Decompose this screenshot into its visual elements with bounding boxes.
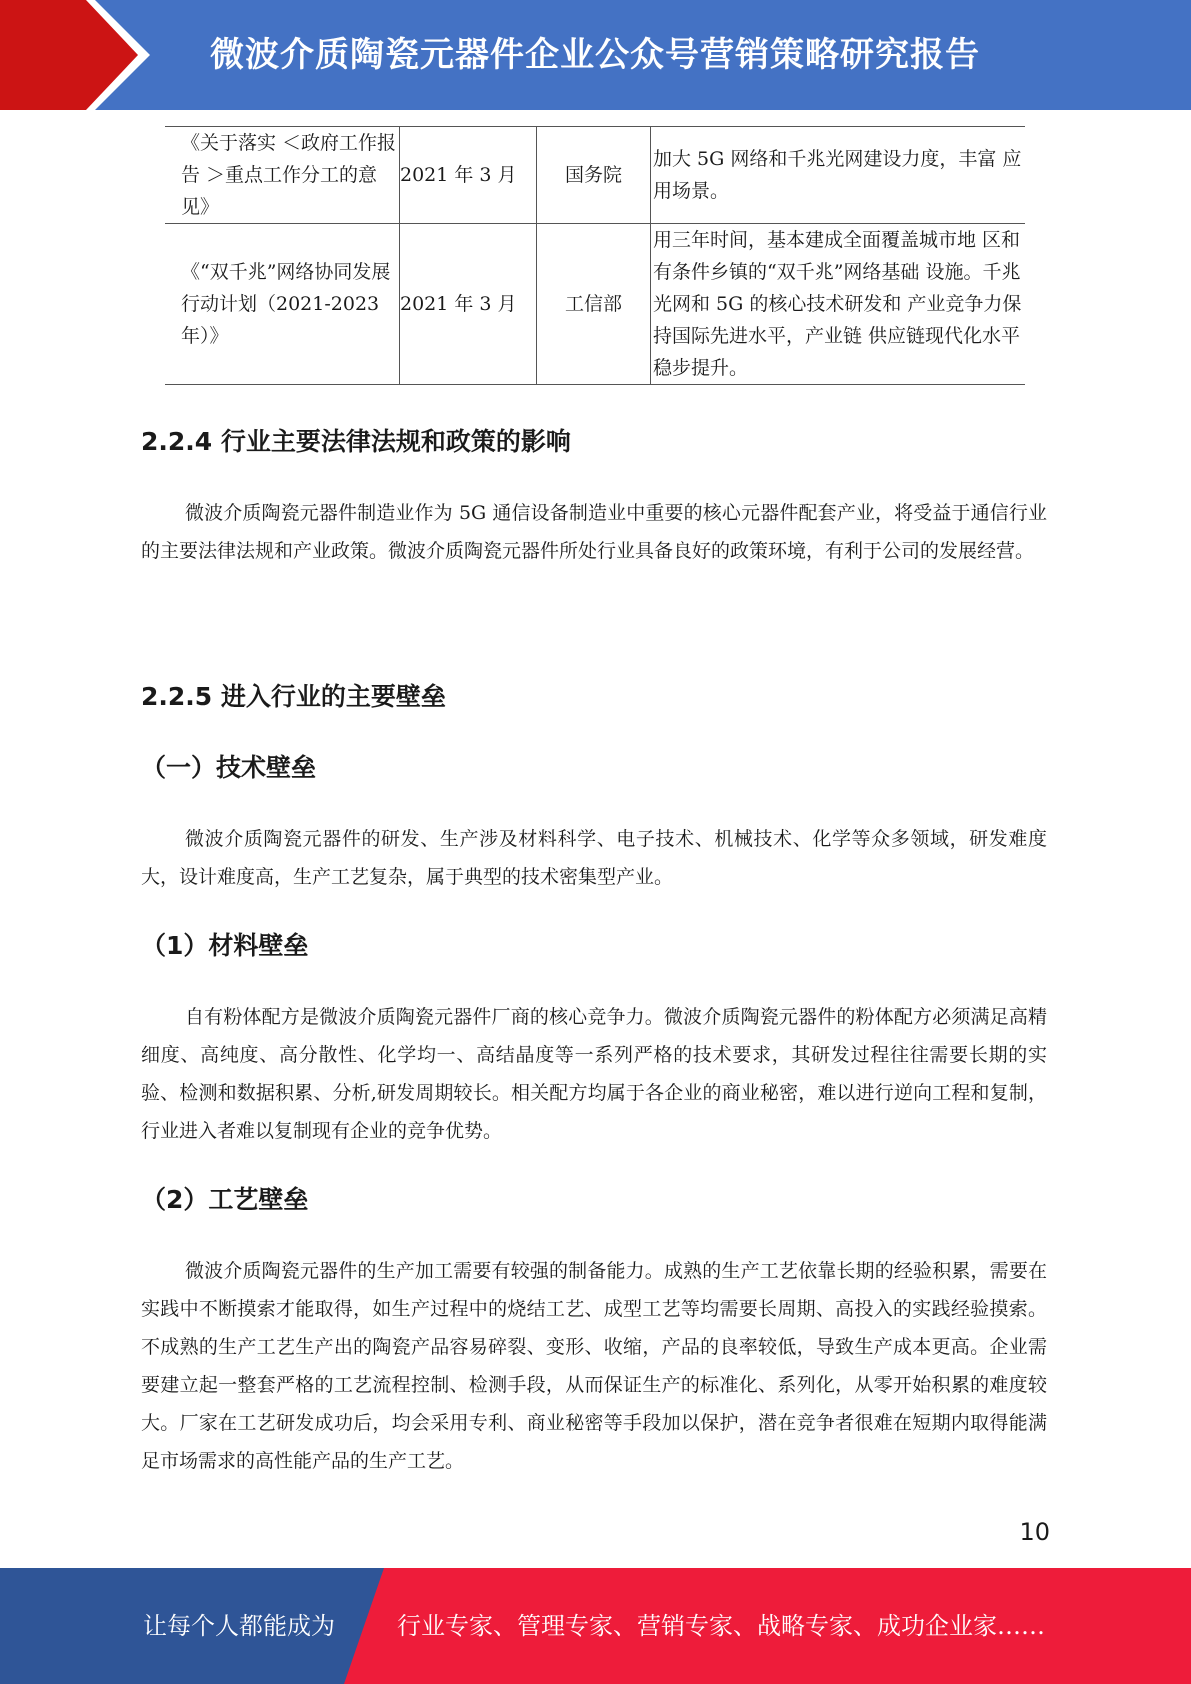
subsection-heading-tech-barrier: （一）技术壁垒 — [141, 753, 317, 782]
process-barrier-paragraph: 微波介质陶瓷元器件的生产加工需要有较强的制备能力。成熟的生产工艺依靠长期的经验积累，需要在实践中不断摸索才能取得，如生产过程中的烧结工艺、成型工艺等均需要长周期、高投入的实践经验摸索。不成熟的生产工艺生产出的陶瓷产品容易碎裂、变形、收缩，产品的良率较低，导致生产成本更高。企业需要建立起一整套严格的工艺流程控制、检测手段，从而保证生产的标准化、系列化，从零开始积累的难度较大。厂家在工艺研发成功后，均会采用专利、商业秘密等手段加以保护，潜在竞争者很难在短期内取得能满足市场需求的高性能产品的生产工艺。 — [141, 1260, 1047, 1472]
policy-table — [165, 126, 1025, 385]
header-arrow-decoration — [0, 0, 150, 110]
policy-content-cell: 加大 5G 网络和千兆光网建设力度，丰富 应用场景。 — [651, 127, 1026, 224]
section-heading-2-2-4: 2.2.4 行业主要法律法规和政策的影响 — [141, 427, 571, 456]
table-row — [165, 127, 1025, 224]
subsection-heading-process-barrier: （2）工艺壁垒 — [141, 1185, 309, 1214]
section-heading-2-2-5: 2.2.5 进入行业的主要壁垒 — [141, 682, 446, 711]
footer-slogan-right: 行业专家、管理专家、营销专家、战略专家、成功企业家…… — [397, 1612, 1045, 1640]
policy-org-cell: 工信部 — [537, 224, 651, 385]
policy-date-cell: 2021 年 3 月 — [400, 224, 537, 385]
footer-slogan-left: 让每个人都能成为 — [143, 1612, 335, 1640]
report-title: 微波介质陶瓷元器件企业公众号营销策略研究报告 — [210, 35, 980, 75]
material-barrier-paragraph: 自有粉体配方是微波介质陶瓷元器件厂商的核心竞争力。微波介质陶瓷元器件的粉体配方必须满足高精细度、高纯度、高分散性、化学均一、高结晶度等一系列严格的技术要求，其研发过程往往需要长期的实验、检测和数据积累、分析,研发周期较长。相关配方均属于各企业的商业秘密，难以进行逆向工程和复制，行业进入者难以复制现有企业的竞争优势。 — [141, 1006, 1047, 1142]
section-2-2-4-paragraph: 微波介质陶瓷元器件制造业作为 5G 通信设备制造业中重要的核心元器件配套产业，将受益于通信行业的主要法律法规和产业政策。微波介质陶瓷元器件所处行业具备良好的政策环境，有利于公司的发展经营。 — [141, 502, 1047, 562]
policy-content-cell: 用三年时间，基本建成全面覆盖城市地 区和有条件乡镇的“双千兆”网络基础 设施。千兆光网和 5G 的核心技术研发和 产业竞争力保持国际先进水平，产业链 供应链现代化水平稳步提升。 — [651, 224, 1026, 385]
page-number: 10 — [1019, 1518, 1050, 1546]
subsection-heading-material-barrier: （1）材料壁垒 — [141, 931, 309, 960]
policy-name-cell: 《关于落实 ＜政府工作报告 ＞重点工作分工的意见》 — [165, 127, 400, 224]
policy-date-cell: 2021 年 3 月 — [400, 127, 537, 224]
policy-name-cell: 《“双千兆”网络协同发展行动计划（2021-2023 年）》 — [165, 224, 400, 385]
page-header — [0, 0, 1191, 110]
policy-org-cell: 国务院 — [537, 127, 651, 224]
tech-barrier-paragraph: 微波介质陶瓷元器件的研发、生产涉及材料科学、电子技术、机械技术、化学等众多领域，研发难度大，设计难度高，生产工艺复杂，属于典型的技术密集型产业。 — [141, 828, 1047, 888]
page-footer — [0, 1568, 1191, 1684]
table-row — [165, 224, 1025, 385]
